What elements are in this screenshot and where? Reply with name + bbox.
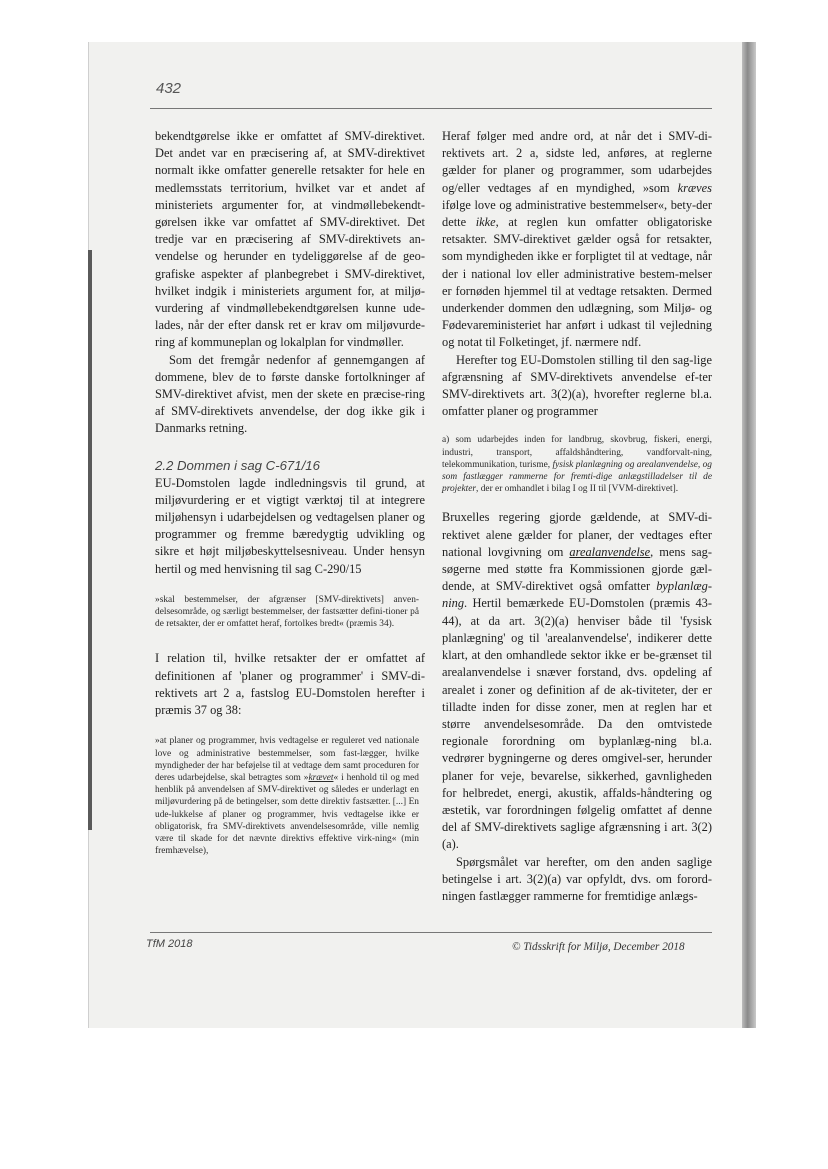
paragraph: bekendtgørelse ikke er omfattet af SMV-direktivet. Det andet var en præcisering af, at SMV-direktivet normalt ikke omfatter generelle retsakter for hele en medlemsstats territorium, hvilket var et andet af ministeriets argumenter for, at vindmøllebekendt-gørelsen ikke var omfattet af SMV-direktivet. Det tredje var en præcisering af SMV-direktivets an-vendelse og herunder en tydeliggørelse af de geo-grafiske aspekter af planbegrebet i SMV-direktivet, hvilket indgik i ministeriets argument for, at miljø-vurdering af vindmøllebekendtgørelsen kunne ude-lades, når der efter dansk ret er krav om miljøvurde-ring af kommuneplan og lokalplan for vindmøller. [155,129,425,350]
paragraph: I relation til, hvilke retsakter der er omfattet af definitionen af 'planer og programmer' i SMV-di-rektivets art 2 a, fastslog EU-Domstolen herefter i præmis 37 og 38: [155,651,425,718]
footer-copyright: © Tidsskrift for Miljø, December 2018 [512,941,685,953]
footer-rule [150,932,712,933]
block-quote: »skal bestemmelser, der afgrænser [SMV-direktivets] anven-delsesområde, og særligt bestemmelser, der fastsætter defini-tioner på de retsakter, der er omfattet heraf, fortolkes bredt« (præmis 34). [155,594,419,630]
block-quote: a) som udarbejdes inden for landbrug, skovbrug, fiskeri, energi, industri, transport, affaldshåndtering, vandforvalt-ning, telekommunikation, turisme, fysisk planlægning og arealanvendelse, og som fastlægger rammerne for fremti-dige anlægstilladelser til de projekter, der er omhandlet i bilag I og II til [VVM-direktivet]. [442,435,712,495]
paragraph: Spørgsmålet var herefter, om den anden saglige betingelse i art. 3(2)(a) var opfyldt, dvs. om forord-ningen fastlægger rammerne for fremtidige anlægs- [442,854,712,903]
paragraph: Herefter tog EU-Domstolen stilling til den sag-lige afgrænsning af SMV-direktivets anvendelse ef-ter SMV-direktivets art. 3(2)(a), hvorefter reglerne bl.a. omfatter planer og programmer [442,352,712,419]
paragraph: Bruxelles regering gjorde gældende, at SMV-di-rektivet alene gælder for planer, der vedtages efter national lovgivning om arealanvendelse, mens sag-søgerne med støtte fra Kommissionen gjorde gæl-dende, at SMV-direktivet også omfatter byplanlæg-ning. Hertil bemærkede EU-Domstolen (præmis 43-44), at da art. 3(2)(a) henviser både til 'fysisk planlægning' og til 'arealanvendelse', indikerer dette klart, at den omhandlede sektor ikke er be-grænset til arealanvendelse i snæver forstand, dvs. opdeling af arealet i zoner og definition af de ak-tiviteter, der er tilladte inden for disse zoner, men at reglen har et større anvendelsesområde. Da den omtvistede regionale forordning om byplanlæg-ning bl.a. vedrører bygningerne og deres omgivel-ser, herunder planer for veje, bevarelse, sikkerhed, gavnligheden for helbredet, energi, akustik, affalds-håndtering og æstetik, var forordningen følgelig omfattet af denne del af SMV-direktivets saglige afgrænsning i art. 3(2)(a). [442,510,712,852]
paragraph: Heraf følger med andre ord, at når det i SMV-di-rektivets art. 2 a, sidste led, anføres, at reglerne gælder for planer og programmer, som udarbejdes og/eller vedtages af en myndighed, »som kræves ifølge love og administrative bestemmelser«, bety-der dette ikke, at reglen kun omfatter obligatoriske retsakter. SMV-direktivet gælder også for retsakter, som myndigheden ikke er forpligtet til at vedtage, når der i national lov eller administrative bestem-melser er fornøden hjemmel til at vedtage retsakten. Dermed underkender dommen den udlægning, som Miljø- og Fødevareministeriet har anført i udkast til vejledning og notat til Folketinget, jf. nærmere ndf. [442,129,712,350]
right-column [442,128,712,905]
paragraph: EU-Domstolen lagde indledningsvis til grund, at miljøvurdering er et vigtigt værktøj til at integrere miljøhensyn i udarbejdelsen og vedtagelsen planer og programmer og fremme bæredygtig udvikling og sikre et højt miljøbeskyttelsesniveau. Under hensyn hertil og med henvisning til sag C-290/15 [155,475,425,576]
block-quote: »at planer og programmer, hvis vedtagelse er reguleret ved nationale love og administrative bestemmelser, som fast-lægger, hvilke myndigheder der har beføjelse til at vedtage dem samt proceduren for deres udarbejdelse, skal betragtes som »krævet« i henhold til og med henblik på anvendelsen af SMV-direktivet og således er underlagt en miljøvurdering på de betingelser, som dette direktiv fastsætter. [...] En ude-lukkelse af planer og programmer, hvis vedtagelse ikke er obligatorisk, fra SMV-direktivets anvendelsesområde, ville nemlig være til skade for det nævnte direktivs effektive virk-ning« (min fremhævelse), [155,736,419,857]
section-heading: 2.2 Dommen i sag C-671/16 [155,457,320,473]
paragraph: Som det fremgår nedenfor af gennemgangen af dommene, blev de to første danske fortolkninger af SMV-direktivet afvist, men der skete en præcise-ring af SMV-direktivets anvendelse, der dog ikke gik i Danmarks retning. [155,352,425,436]
gutter-shadow [88,250,92,830]
page-number: 432 [156,80,182,97]
left-column [155,128,425,877]
header-rule [150,108,712,109]
footer-journal: TfM 2018 [146,938,193,950]
page-edge-shadow [742,42,756,1028]
